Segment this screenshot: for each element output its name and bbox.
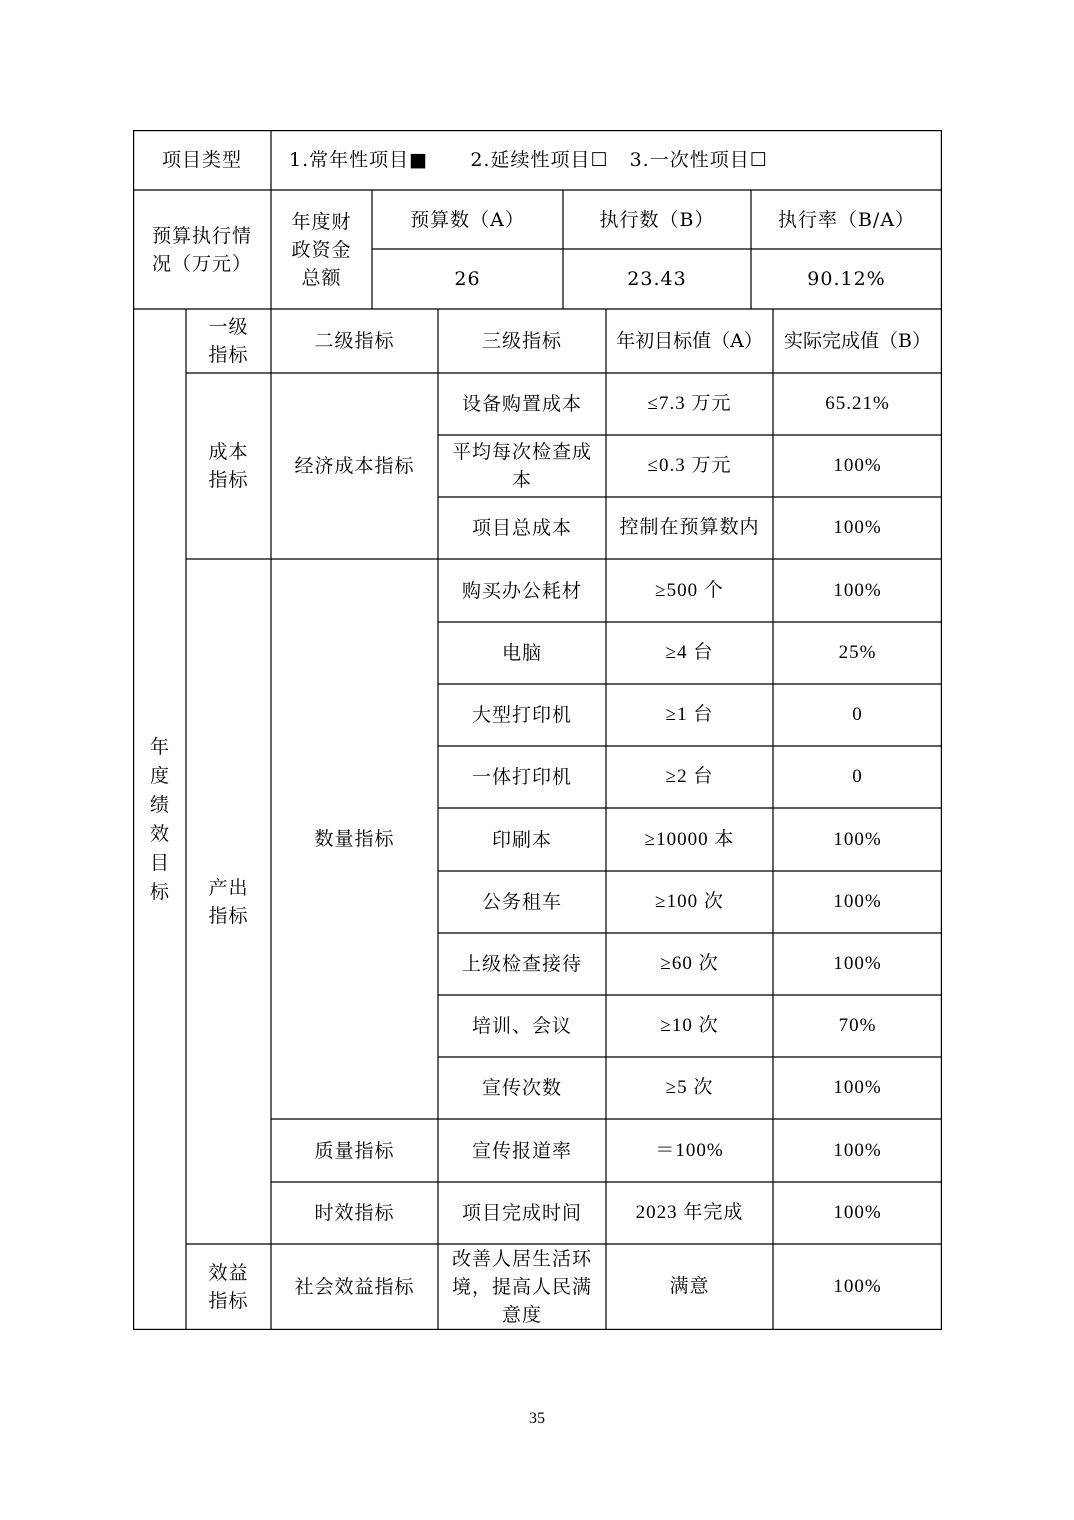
header-level2: 二级指标 bbox=[314, 330, 395, 352]
budget-header: 预算数（A） bbox=[410, 208, 525, 231]
indicator-name: 设备购置成本 bbox=[461, 393, 582, 415]
subgroup-social-benefit: 社会效益指标 bbox=[294, 1276, 415, 1298]
actual-value: 100% bbox=[833, 1276, 882, 1297]
rate-value: 90.12% bbox=[807, 268, 886, 290]
indicator-name: 印刷本 bbox=[491, 828, 552, 851]
target-value: ≥1 台 bbox=[665, 704, 714, 725]
target-value: ≥4 台 bbox=[665, 642, 714, 663]
actual-value: 100% bbox=[833, 891, 882, 912]
performance-table bbox=[133, 130, 942, 1330]
actual-value: 70% bbox=[838, 1015, 877, 1036]
actual-value: 100% bbox=[833, 1077, 882, 1098]
target-value: ≥60 次 bbox=[660, 953, 719, 974]
indicator-name: 项目总成本 bbox=[471, 517, 572, 539]
indicator-name: 上级检查接待 bbox=[461, 953, 582, 975]
project-type-options: 1.常年性项目■ 2.延续性项目☐ 3.一次性项目☐ bbox=[289, 149, 768, 171]
target-value: 满意 bbox=[669, 1276, 710, 1297]
target-value: ≥2 台 bbox=[665, 766, 714, 787]
project-type-label: 项目类型 bbox=[161, 149, 242, 171]
exec-header: 执行数（B） bbox=[599, 208, 715, 231]
actual-value: 100% bbox=[833, 579, 882, 601]
header-level1: 一级指标 bbox=[208, 316, 249, 366]
subgroup-quantity: 数量指标 bbox=[314, 828, 395, 850]
target-value: ≤0.3 万元 bbox=[647, 455, 732, 476]
subgroup-timeliness: 时效指标 bbox=[314, 1202, 395, 1224]
actual-value: 100% bbox=[833, 517, 882, 538]
actual-value: 65.21% bbox=[825, 393, 890, 414]
subgroup-quality: 质量指标 bbox=[314, 1139, 395, 1162]
subgroup-economic-cost: 经济成本指标 bbox=[294, 455, 415, 477]
group-output: 产出指标 bbox=[208, 876, 249, 927]
actual-value: 100% bbox=[833, 1202, 882, 1223]
budget-label: 预算执行情况（万元） bbox=[151, 224, 252, 275]
rate-header: 执行率（B/A） bbox=[777, 208, 916, 231]
header-actual: 实际完成值（B） bbox=[784, 330, 931, 352]
target-value: 2023 年完成 bbox=[635, 1202, 744, 1223]
actual-value: 100% bbox=[833, 455, 882, 476]
target-value: ≥5 次 bbox=[665, 1077, 714, 1098]
section-label: 年度绩效目标 bbox=[149, 735, 169, 903]
header-level3: 三级指标 bbox=[481, 330, 562, 352]
header-target: 年初目标值（A） bbox=[616, 330, 763, 352]
target-value: ≤7.3 万元 bbox=[647, 393, 732, 414]
actual-value: 100% bbox=[833, 1139, 882, 1161]
actual-value: 100% bbox=[833, 828, 882, 850]
indicator-name: 购买办公耗材 bbox=[461, 579, 582, 602]
indicator-name: 一体打印机 bbox=[471, 766, 572, 788]
indicator-name: 大型打印机 bbox=[471, 704, 572, 726]
actual-value: 0 bbox=[852, 766, 863, 787]
target-value: ＝100% bbox=[655, 1139, 724, 1161]
indicator-name: 培训、会议 bbox=[471, 1015, 572, 1037]
exec-value: 23.43 bbox=[627, 268, 687, 290]
fund-total-label: 年度财政资金总额 bbox=[291, 210, 352, 289]
group-cost: 成本指标 bbox=[208, 441, 249, 491]
target-value: ≥500 个 bbox=[655, 579, 724, 601]
indicator-name: 项目完成时间 bbox=[461, 1202, 582, 1224]
indicator-name: 宣传次数 bbox=[481, 1077, 562, 1099]
budget-value: 26 bbox=[454, 268, 481, 290]
page-number: 35 bbox=[529, 1410, 545, 1427]
indicator-name: 公务租车 bbox=[481, 891, 562, 913]
indicator-name: 平均每次检查成本 bbox=[451, 441, 592, 491]
actual-value: 25% bbox=[838, 642, 877, 663]
actual-value: 100% bbox=[833, 953, 882, 974]
target-value: ≥100 次 bbox=[655, 891, 724, 912]
target-value: 控制在预算数内 bbox=[619, 517, 760, 538]
indicator-name: 改善人居生活环境，提高人民满意度 bbox=[451, 1248, 592, 1326]
indicator-name: 宣传报道率 bbox=[471, 1139, 572, 1162]
target-value: ≥10 次 bbox=[660, 1015, 719, 1036]
target-value: ≥10000 本 bbox=[644, 828, 735, 850]
actual-value: 0 bbox=[852, 704, 863, 725]
indicator-name: 电脑 bbox=[501, 642, 542, 664]
group-benefit: 效益指标 bbox=[208, 1262, 249, 1312]
